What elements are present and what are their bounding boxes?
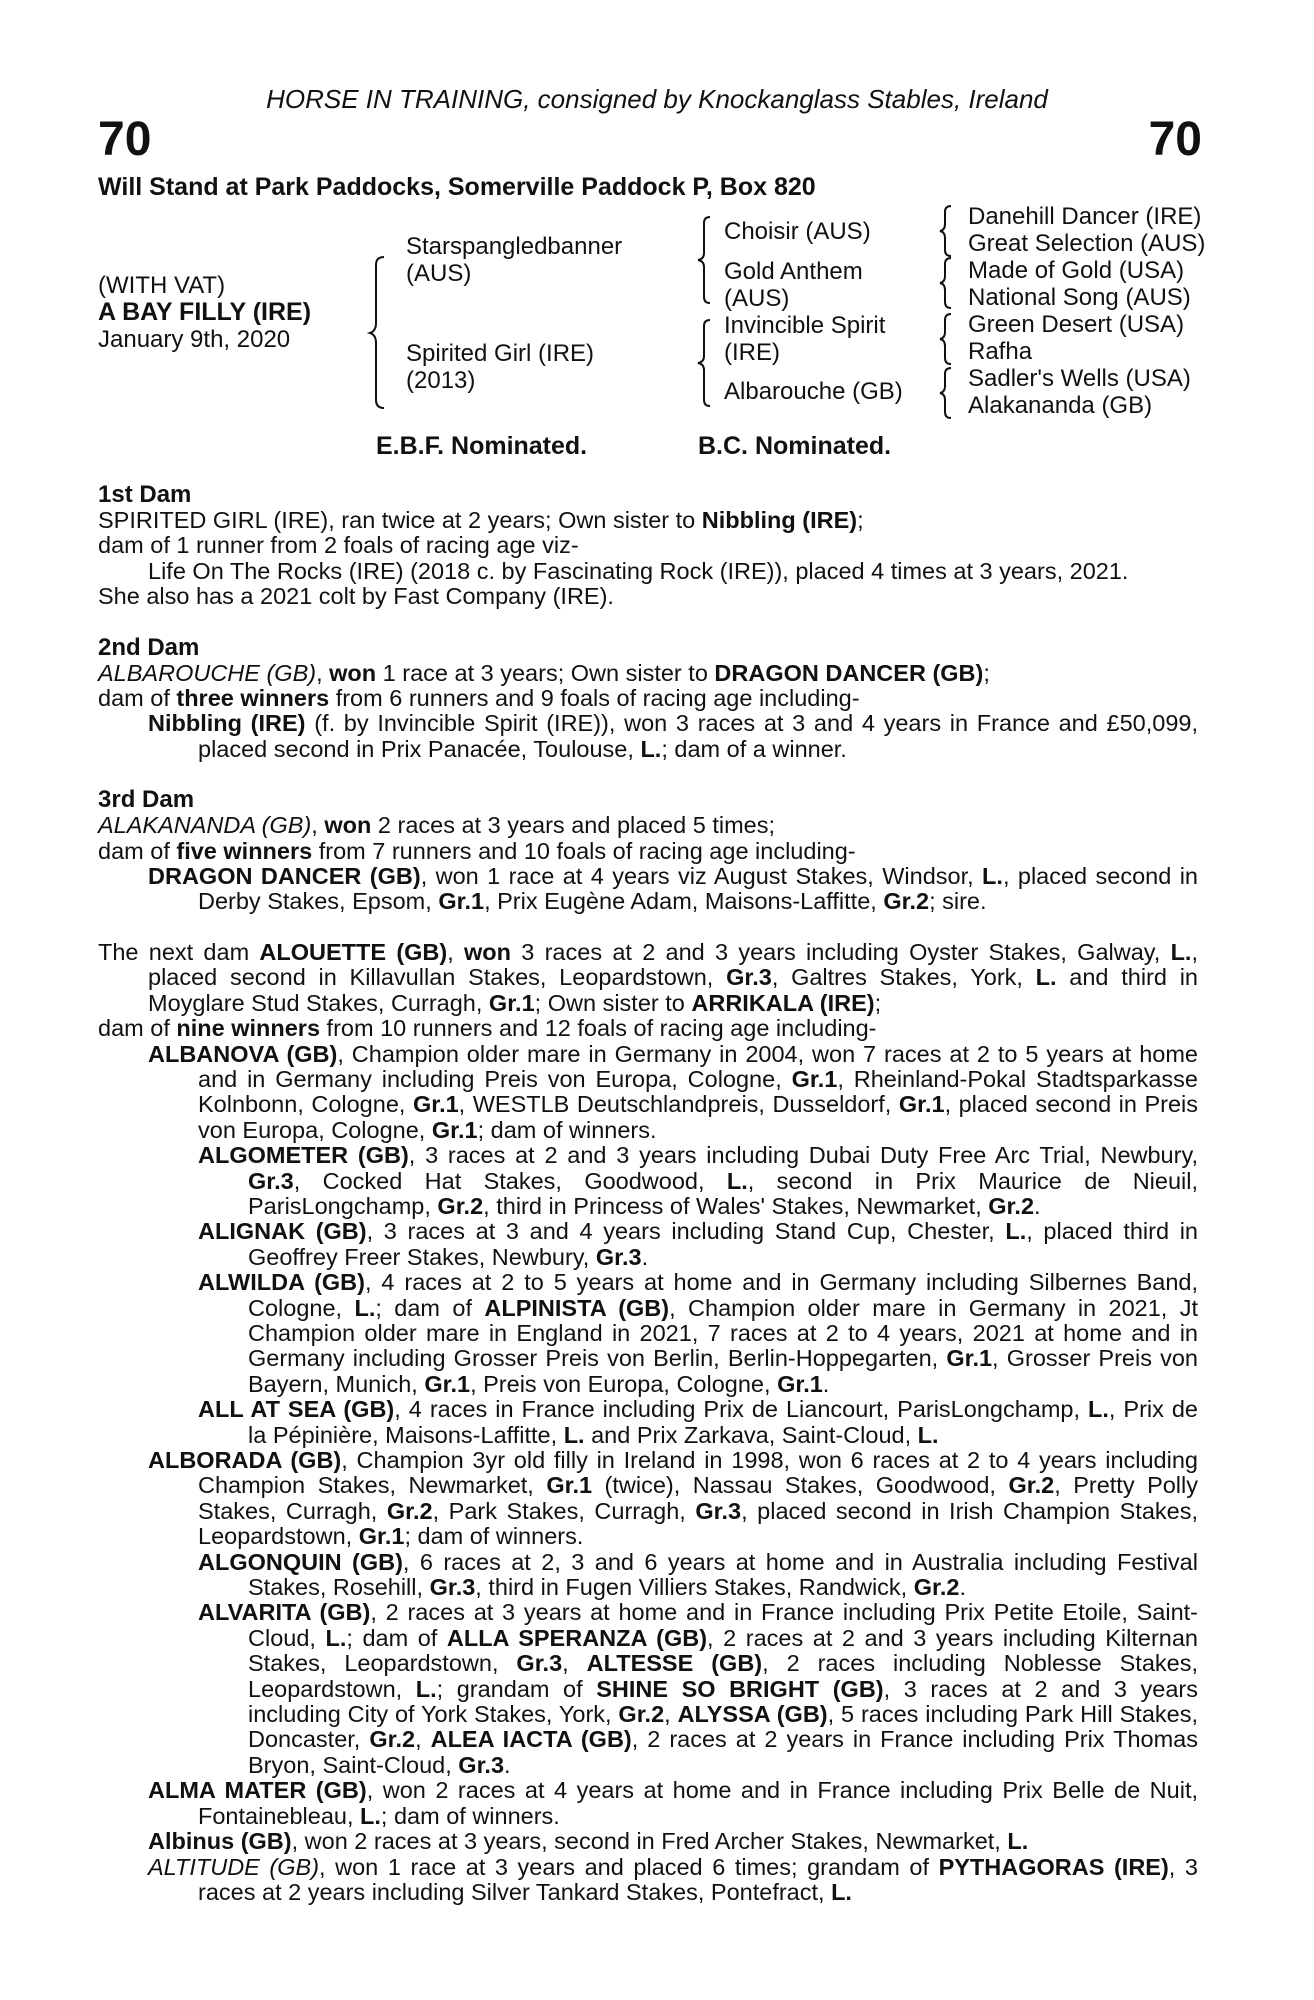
gen3-4: National Song (AUS)	[968, 284, 1191, 311]
dam-dam: Albarouche (GB)	[724, 378, 903, 405]
second-dam: 2nd Dam ALBAROUCHE (GB), won 1 race at 3 years; Own sister to DRAGON DANCER (GB); dam of three winners from 6 runners and 9 foals of racing age including- Nibbling (IRE) (f. by Invincible Spirit (IRE)), won 3 races at 3 and 4 years in France and £50,099, placed second in Prix Panacée, Toulouse, L.; dam of a winner.	[98, 633, 1198, 762]
gen3-8: Alakananda (GB)	[968, 392, 1153, 419]
second-dam-heading: 2nd Dam	[98, 633, 200, 661]
gen3-1: Danehill Dancer (IRE)	[968, 203, 1202, 230]
next-dam: The next dam ALOUETTE (GB), won 3 races at 2 and 3 years including Oyster Stakes, Galway, L., placed second in Killavullan Stakes, Leopardstown, Gr.3, Galtres Stakes, York, L. and third in Moyglare Stud Stakes, Curragh, Gr.1; Own sister to ARRIKALA (IRE); dam of nine winners from 10 runners and 12 foals of racing age including- ALBANOVA (GB), Champion older mare in Germany in 2004, won 7 races at 2 to 5 years at home and in Germany including Preis von Europa, Cologne, Gr.1, Rheinland-Pokal Stadtsparkasse Kolnbonn, Cologne, Gr.1, WESTLB Deutschlandpreis, Dusseldorf, Gr.1, placed second in Preis von Europa, Cologne, Gr.1; dam of winners. ALGOMETER (GB), 3 races at 2 and 3 years including Dubai Duty Free Arc Trial, Newbury, Gr.3, Cocked Hat Stakes, Goodwood, L., second in Prix Maurice de Nieuil, ParisLongchamp, Gr.2, third in Princess of Wales' Stakes, Newmarket, Gr.2. ALIGNAK (GB), 3 races at 3 and 4 years including Stand Cup, Chester, L., placed third in Geoffrey Freer Stakes, Newbury, Gr.3. ALWILDA (GB), 4 races at 2 to 5 years at home and in Germany including Silbernes Band, Cologne, L.; dam of ALPINISTA (GB), Champion older mare in Germany in 2021, Jt Champion older mare in England in 2021, 7 races at 2 to 4 years, 2021 at home and in Germany including Grosser Preis von Berlin, Berlin-Hoppegarten, Gr.1, Grosser Preis von Bayern, Munich, Gr.1, Preis von Europa, Cologne, Gr.1. ALL AT SEA (GB), 4 races in France including Prix de Liancourt, ParisLongchamp, L., Prix de la Pépinière, Maisons-Laffitte, L. and Prix Zarkava, Saint-Cloud, L. ALBORADA (GB), Champion 3yr old filly in Ireland in 1998, won 6 races at 2 to 4 years including Champion Stakes, Newmarket, Gr.1 (twice), Nassau Stakes, Goodwood, Gr.2, Pretty Polly Stakes, Curragh, Gr.2, Park Stakes, Curragh, Gr.3, placed second in Irish Champion Stakes, Leopardstown, Gr.1; dam of winners. ALGONQUIN (GB), 6 races at 2, 3 and 6 years at home and in Australia including Festival Stakes, Rosehill, Gr.3, third in Fugen Villiers Stakes, Randwick, Gr.2. ALVARITA (GB), 2 races at 3 years at home and in France including Prix Petite Etoile, Saint-Cloud, L.; dam of ALLA SPERANZA (GB), 2 races at 2 and 3 years including Kilternan Stakes, Leopardstown, Gr.3, ALTESSE (GB), 2 races including Noblesse Stakes, Leopardstown, L.; grandam of SHINE SO BRIGHT (GB), 3 races at 2 and 3 years including City of York Stakes, York, Gr.2, ALYSSA (GB), 5 races including Park Hill Stakes, Doncaster, Gr.2, ALEA IACTA (GB), 2 races at 2 years in France including Prix Thomas Bryon, Saint-Cloud, Gr.3. ALMA MATER (GB), won 2 races at 4 years at home and in France including Prix Belle de Nuit, Fontainebleau, L.; dam of winners. Albinus (GB), won 2 races at 3 years, second in Fred Archer Stakes, Newmarket, L. ALTITUDE (GB), won 1 race at 3 years and placed 6 times; grandam of PYTHAGORAS (IRE), 3 races at 2 years including Silver Tankard Stakes, Pontefract, L.	[98, 938, 1199, 1905]
foal-entry: ALIGNAK (GB), 3 races at 3 and 4 years including Stand Cup, Chester, L., placed third in Geoffrey Freer Stakes, Newbury, Gr.3.	[198, 1218, 1198, 1270]
foal-entry: ALWILDA (GB), 4 races at 2 to 5 years at home and in Germany including Silbernes Band, Cologne, L.; dam of ALPINISTA (GB), Champion older mare in Germany in 2021, Jt Champion older mare in England in 2021, 7 races at 2 to 4 years, 2021 at home and in Germany including Grosser Preis von Berlin, Berlin-Hoppegarten, Gr.1, Grosser Preis von Bayern, Munich, Gr.1, Preis von Europa, Cologne, Gr.1.	[198, 1269, 1199, 1397]
bc-nomination: B.C. Nominated.	[698, 432, 892, 460]
lot-number-right: 70	[1148, 113, 1202, 166]
gen3-3: Made of Gold (USA)	[968, 257, 1185, 284]
gen3-5: Green Desert (USA)	[968, 311, 1185, 338]
consignment-header: HORSE IN TRAINING, consigned by Knockanglass Stables, Ireland	[266, 84, 1048, 114]
first-dam: 1st Dam SPIRITED GIRL (IRE), ran twice at 2 years; Own sister to Nibbling (IRE); dam of 1 runner from 2 foals of racing age viz- Life On The Rocks (IRE) (2018 c. by Fascinating Rock (IRE)), placed 4 times at 3 years, 2021. She also has a 2021 colt by Fast Company (IRE).	[98, 482, 1198, 610]
ebf-nomination: E.B.F. Nominated.	[376, 432, 588, 460]
lot-number-left: 70	[98, 113, 152, 166]
gen3-7: Sadler's Wells (USA)	[968, 365, 1191, 392]
sire-sire: Choisir (AUS)	[724, 218, 871, 245]
sire-name: Starspangledbanner (AUS)	[406, 233, 623, 287]
foaling-date: January 9th, 2020	[98, 326, 291, 353]
bracket-sire-side	[698, 215, 714, 305]
foal-entry: Albinus (GB), won 2 races at 3 years, second in Fred Archer Stakes, Newmarket, L.	[148, 1828, 1029, 1855]
stand-location: Will Stand at Park Paddocks, Somerville Paddock P, Box 820	[98, 173, 816, 201]
foal-entry: ALTITUDE (GB), won 1 race at 3 years and placed 6 times; grandam of PYTHAGORAS (IRE), 3 races at 2 years including Silver Tankard Stakes, Pontefract, L.	[148, 1853, 1198, 1905]
foal-entry: Life On The Rocks (IRE) (2018 c. by Fascinating Rock (IRE)), placed 4 times at 3 years, 2021.	[148, 557, 1129, 584]
dam-name: Spirited Girl (IRE) (2013)	[406, 340, 595, 394]
first-dam-heading: 1st Dam	[98, 481, 192, 508]
bracket-main	[370, 255, 390, 410]
gen3-6: Rafha	[968, 338, 1033, 365]
dam-sections	[98, 482, 1198, 1905]
horse-name: A BAY FILLY (IRE)	[98, 298, 312, 326]
foal-entry: Nibbling (IRE) (f. by Invincible Spirit (IRE)), won 3 races at 3 and 4 years in France and £50,099, placed second in Prix Panacée, Toulouse, L.; dam of a winner.	[148, 710, 1198, 762]
third-dam-heading: 3rd Dam	[98, 786, 195, 814]
foal-entry: ALGONQUIN (GB), 6 races at 2, 3 and 6 years at home and in Australia including Festival Stakes, Rosehill, Gr.3, third in Fugen Villiers Stakes, Randwick, Gr.2.	[198, 1548, 1198, 1601]
foal-entry: DRAGON DANCER (GB), won 1 race at 4 years viz August Stakes, Windsor, L., placed second in Derby Stakes, Epsom, Gr.1, Prix Eugène Adam, Maisons-Laffitte, Gr.2; sire.	[148, 863, 1198, 915]
sire-dam: Gold Anthem (AUS)	[724, 258, 863, 312]
dam-sire: Invincible Spirit (IRE)	[724, 312, 886, 366]
foal-entry: ALMA MATER (GB), won 2 races at 4 years at home and in France including Prix Belle de Nuit, Fontainebleau, L.; dam of winners.	[148, 1777, 1198, 1829]
foal-entry: ALBANOVA (GB), Champion older mare in Germany in 2004, won 7 races at 2 to 5 years at home and in Germany including Preis von Europa, Cologne, Gr.1, Rheinland-Pokal Stadtsparkasse Kolnbonn, Cologne, Gr.1, WESTLB Deutschlandpreis, Dusseldorf, Gr.1, placed second in Preis von Europa, Cologne, Gr.1; dam of winners.	[148, 1040, 1198, 1143]
vat-label: (WITH VAT)	[98, 272, 226, 299]
foal-entry: ALBORADA (GB), Champion 3yr old filly in Ireland in 1998, won 6 races at 2 to 4 years including Champion Stakes, Newmarket, Gr.1 (twice), Nassau Stakes, Goodwood, Gr.2, Pretty Polly Stakes, Curragh, Gr.2, Park Stakes, Curragh, Gr.3, placed second in Irish Champion Stakes, Leopardstown, Gr.1; dam of winners.	[148, 1447, 1199, 1550]
foal-entry: ALVARITA (GB), 2 races at 3 years at home and in France including Prix Petite Etoile, Saint-Cloud, L.; dam of ALLA SPERANZA (GB), 2 races at 2 and 3 years including Kilternan Stakes, Leopardstown, Gr.3, ALTESSE (GB), 2 races including Noblesse Stakes, Leopardstown, L.; grandam of SHINE SO BRIGHT (GB), 3 races at 2 and 3 years including City of York Stakes, York, Gr.2, ALYSSA (GB), 5 races including Park Hill Stakes, Doncaster, Gr.2, ALEA IACTA (GB), 2 races at 2 years in France including Prix Thomas Bryon, Saint-Cloud, Gr.3.	[198, 1599, 1199, 1778]
third-dam: 3rd Dam ALAKANANDA (GB), won 2 races at 3 years and placed 5 times; dam of five winners from 7 runners and 10 foals of racing age including- DRAGON DANCER (GB), won 1 race at 4 years viz August Stakes, Windsor, L., placed second in Derby Stakes, Epsom, Gr.1, Prix Eugène Adam, Maisons-Laffitte, Gr.2; sire.	[98, 786, 1198, 915]
bracket-dam-side	[698, 318, 714, 408]
foal-entry: ALGOMETER (GB), 3 races at 2 and 3 years including Dubai Duty Free Arc Trial, Newbury, Gr.3, Cocked Hat Stakes, Goodwood, L., second in Prix Maurice de Nieuil, ParisLongchamp, Gr.2, third in Princess of Wales' Stakes, Newmarket, Gr.2.	[198, 1142, 1198, 1219]
gen3-2: Great Selection (AUS)	[968, 230, 1206, 257]
foal-entry: ALL AT SEA (GB), 4 races in France including Prix de Liancourt, ParisLongchamp, L., Prix de la Pépinière, Maisons-Laffitte, L. and Prix Zarkava, Saint-Cloud, L.	[198, 1396, 1199, 1448]
